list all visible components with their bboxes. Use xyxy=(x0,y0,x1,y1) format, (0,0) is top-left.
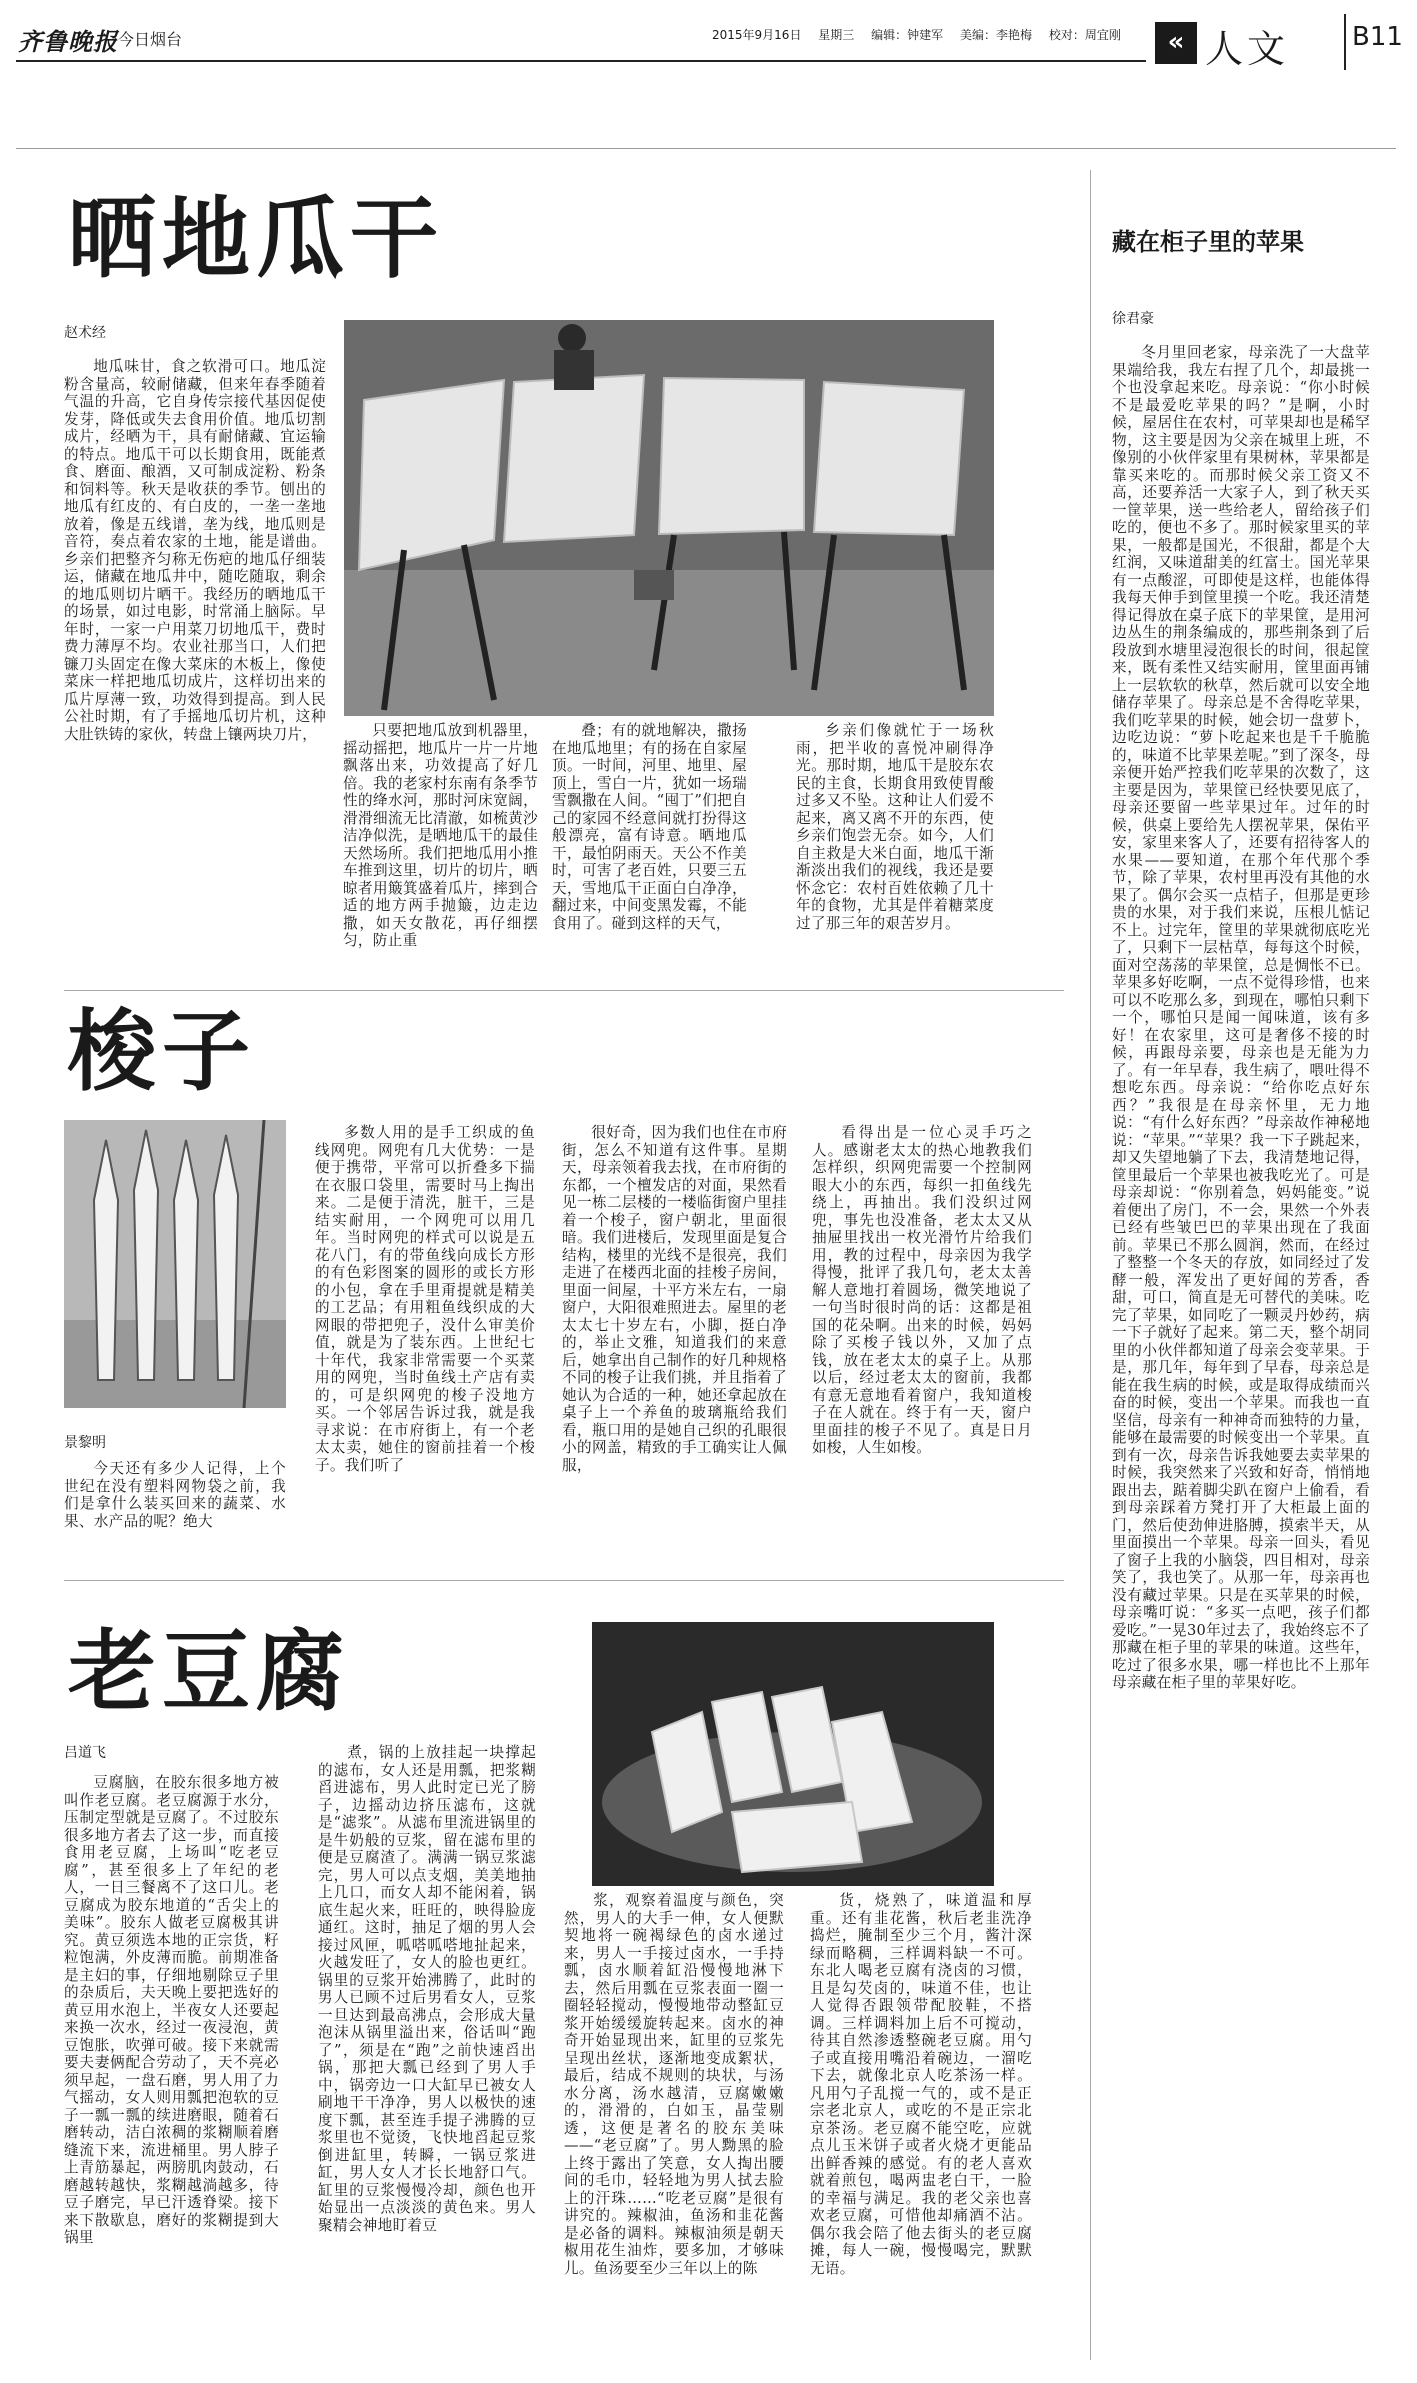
side-article-title: 藏在柜子里的苹果 xyxy=(1112,228,1304,256)
article-column: 看得出是一位心灵手巧之人。感谢老太太的热心地教我们怎样织，织网兜需要一个控制网眼大小的东西，每织一扣鱼线先绕上，再抽出。我们没织过网兜，事先也没准备，老太太又从抽屉里找出一枚光滑竹片给我们用，教的过程中，母亲因为我学得慢，批评了我几句，老太太善解人意地打着圆场，微笑地说了一句当时很时尚的话：这都是祖国的花朵啊。出来的时候，妈妈除了买梭子钱以外，又加了点钱，放在老太太的桌子上。从那以后，经过老太太的窗前，我都有意无意地看着窗户，我知道梭子在人就在。终于有一天，窗户里面挂的梭子不见了。真是日月如梭，人生如梭。 xyxy=(812,1124,1032,1456)
header-divider xyxy=(1344,14,1346,70)
article-author: 景黎明 xyxy=(64,1435,106,1451)
header-rule xyxy=(16,60,1146,62)
article-column: 乡亲们像就忙于一场秋雨，把半收的喜悦冲刷得净光。那时期，地瓜干是胶东农民的主食，长期食用致使胃酸过多又不坠。这种让人们爱不起来，离又离不开的东西，使乡亲们饱尝无奈。如今，人们自主救是大米白面，地瓜干渐渐淡出我们的视线，我还是要怀念它：农村百姓依赖了几十年的食物，尤其是伴着糖菜度过了那三年的艰苦岁月。 xyxy=(796,722,994,932)
article-column: 货，烧熟了，味道温和厚重。还有韭花酱，秋后老韭洗净捣烂，腌制至少三个月，酱汁深绿而略稠，三样调料缺一不可。东北人喝老豆腐有浇卤的习惯，且是勾芡卤的，味道不佳，也让人觉得否跟领带配胶鞋，不搭调。三样调料加上后不可搅动，待其自然渗透整碗老豆腐。用勺子或直接用嘴沿着碗边，一溜吃下去，就像北京人吃茶汤一样。凡用勺子乱搅一气的，或不是正宗老北京人，或吃的不是正宗北京茶汤。老豆腐不能空吃，应就点儿玉米饼子或者火烧才更能品出鲜香辣的感觉。有的老人喜欢就着煎包，喝两盅老白干，一脸的幸福与满足。我的老父亲也喜欢老豆腐，可惜他却痛酒不沾。偶尔我会陪了他去街头的老豆腐摊，每人一碗，慢慢喝完，默默无语。 xyxy=(810,1892,1032,2277)
topic-banner xyxy=(1155,18,1365,71)
article-column: 地瓜味甘，食之软滑可口。地瓜淀粉含量高，较耐储藏，但来年春季随着气温的升高，它自身传宗接代基因促使发芽，降低或失去食用价值。地瓜切割成片，经晒为干，具有耐储藏、宜运输的特点。地瓜干可以长期食用，既能煮食、磨面、酿酒，又可制成淀粉、粉条和饲料等。秋天是收获的季节。刨出的地瓜有红皮的、有白皮的，一垄一垄地放着，像是五线谱，垄为线，地瓜则是音符，奏点着农家的土地，能是谱曲。乡亲们把整齐匀称无伤疤的地瓜仔细装运，储藏在地瓜井中，随吃随取，剩余的地瓜则切片晒干。我经历的晒地瓜干的场景，如过电影，时常涌上脑际。早年时，一家一户用菜刀切地瓜干，费时费力薄厚不均。农业社那当口，人们把镰刀头固定在像大菜床的木板上，像使菜床一样把地瓜切成片，这样切出来的瓜片厚薄一致，功效得到提高。到人民公社时期，有了手摇地瓜切片机，这种大肚铁铸的家伙，转盘上镶两块刀片， xyxy=(64,358,326,743)
article-author: 赵术经 xyxy=(64,325,106,341)
photo-tofu xyxy=(592,1622,994,1886)
article-title-shuttle: 梭子 xyxy=(68,1000,257,1103)
article-column: 浆，观察着温度与颜色，突然，男人的大手一伸，女人便默契地将一碗褐绿色的卤水递过来，男人一手接过卤水，一手持瓢，卤水顺着缸沿慢慢地淋下去，然后用瓢在豆浆表面一圈一圈轻轻搅动，慢慢地带动整缸豆浆开始缓缓旋转起来。卤水的神奇开始显现出来，缸里的豆浆先呈现出丝状，逐渐地变成絮状，最后，结成不规则的块状，与汤水分离，汤水越清，豆腐嫩嫩的，滑滑的，白如玉，晶莹剔透，这便是著名的胶东美味——“老豆腐”了。男人黝黑的脸上终于露出了笑意，女人掏出腰间的毛巾，轻轻地为男人拭去脸上的汗珠……“吃老豆腐”是很有讲究的。辣椒油，鱼汤和韭花酱是必备的调料。辣椒油须是朝天椒用花生油炸，要多加，才够味儿。鱼汤要至少三年以上的陈 xyxy=(564,1892,784,2277)
article-column: 煮，锅的上放挂起一块撑起的滤布，女人还是用瓢，把浆糊舀进滤布，男人此时定已光了膀子，边摇动边挤压滤布，这就是“滤浆”。从滤布里流进锅里的是牛奶般的豆浆，留在滤布里的便是豆腐渣了。满满一锅豆浆滤完，男人可以点支烟，美美地抽上几口，而女人却不能闲着，锅底生起火来，旺旺的，映得脸庞通红。这时，抽足了烟的男人会接过风匣，呱嗒呱嗒地扯起来，火越发旺了，女人的脸也更红。锅里的豆浆开始沸腾了，此时的男人已顾不过后男看女人，豆浆一旦达到最高沸点，会形成大量泡沫从锅里溢出来，俗话叫“跑了”，须是在“跑”之前快速舀出锅，那把大瓢已经到了男人手中，锅旁边一口大缸早已被女人刷地干干净净，男人以极快的速度下瓢，甚至连手提子沸腾的豆浆里也不觉烫，飞快地舀起豆浆倒进缸里，转瞬，一锅豆浆进缸，男人女人才长长地舒口气。缸里的豆浆慢慢冷却，颜色也开始显出一点淡淡的黄色来。男人聚精会神地盯着豆 xyxy=(318,1744,536,2234)
photo-shuttles xyxy=(64,1120,286,1408)
article-title-sweet-potato: 晒地瓜干 xyxy=(68,187,445,290)
article-column: 豆腐脑，在胶东很多地方被叫作老豆腐。老豆腐源于水分，压制定型就是豆腐了。不过胶东很多地方者去了这一步，而直接食用老豆腐，上场叫“吃老豆腐”，甚至很多上了年纪的老人，一日三餐离不了这口儿。老豆腐成为胶东地道的“舌尖上的美味”。胶东人做老豆腐极其讲究。黄豆须选本地的正宗货，籽粒饱满，外皮薄而脆。前期准备是主妇的事，仔细地剔除豆子里的杂质后，夫天晚上要把选好的黄豆用水泡上，半夜女人还要起来换一次水，经过一夜浸泡，黄豆饱胀，吹弹可破。接下来就需要夫妻俩配合劳动了，天不亮必须早起，一盘石磨，男人用了力气摇动，女人则用瓢把泡软的豆子一瓢一瓢的续进磨眼，随着石磨转动，洁白浓稠的浆糊顺着磨缝流下来，流进桶里。男人脖子上青筋暴起，两膀肌肉鼓动，石磨越转越快，浆糊越淌越多，待豆子磨完，早已汗透脊梁。接下来下散歇息，磨好的浆糊提到大锅里 xyxy=(64,1774,279,2246)
issue-weekday: 星期三 xyxy=(818,28,855,42)
column-divider xyxy=(1090,170,1091,2360)
art-editor-credit: 美编：李艳梅 xyxy=(959,28,1032,42)
editor-credit: 编辑：钟建军 xyxy=(871,28,944,42)
section-divider xyxy=(64,990,1064,991)
section-name: 今日烟台 xyxy=(118,30,183,49)
article-column: 只要把地瓜放到机器里，摇动摇把，地瓜片一片一片地飘落出来，功效提高了好几倍。我的老家村东南有条季节性的绛水河，那时河床宽阔，滑滑细流无比清澈，如梳黄沙洁净似洗，是晒地瓜干的最佳天然场所。我们把地瓜用小推车推到这里，切片的切片，晒晾者用簸箕盛着瓜片，摔到合适的地方两手抛簸，边走边撒，如天女散花，再仔细摆匀，防止重 xyxy=(343,722,538,949)
side-article-body: 冬月里回老家，母亲洗了一大盘苹果端给我，我左右捏了几个，却最挑一个也没拿起来吃。母亲说：“你小时候不是最爱吃苹果的吗？”是啊，小时候，屋居住在农村，可苹果却也是稀罕物，这主要是因为父亲在城里上班，不像别的小伙伴家里有果树林，苹果都是靠买来吃的。而那时候父亲工资又不高，还要养活一大家子人，到了秋天买一筐苹果，送一些给老人，留给孩子们吃的，便也不多了。那时候家里买的苹果，一般都是国光，不很甜，都是个大红润，又味道甜美的红富士。国光苹果有一点酸涩，可即使是这样，也能体得我每天伸手到筐里摸一个吃。我还清楚得记得放在桌子底下的苹果筐，是用河边丛生的荆条编成的，那些荆条到了后段放到水塘里浸泡很长的时间，很起筐来，既有柔性又结实耐用，筐里面再铺上一层软软的秋草，然后就可以安全地储存苹果了。母亲总是不舍得吃苹果，我们吃苹果的时候，她会切一盘萝卜，边吃边说：“萝卜吃起来也是千千脆脆的，味道不比苹果差呢。”到了深冬，母亲便开始严控我们吃苹果的次数了，这主要是因为，苹果筐已经快要见底了，母亲还要留一些苹果过年。过年的时候，供桌上要给先人摆祝苹果，保佑平安，家里来客人了，还要有招待客人的水果——要知道，在那个年代那个季节，除了苹果，农村里再没有其他的水果了。偶尔会买一点桔子，但那是更珍贵的水果，对于我们来说，压根儿惦记不上。过完年，筐里的苹果就彻底吃光了，只剩下一层枯草，每每这个时候，面对空荡荡的苹果筐，总是惆怅不已。苹果多好吃啊，一点不觉得珍惜，也来可以不吃那么多，到现在，哪怕只剩下一个，哪怕只是闻一闻味道，该有多好！在农家里，这可是奢侈不接的时候，再跟母亲要，母亲也是无能为力了。有一年早春，我生病了，喂吐得不想吃东西。母亲说：“给你吃点好东西？”我很是在母亲怀里，无力地说：“有什么好东西？”母亲故作神秘地说：“苹果。”“苹果？我一下子跳起来，却又失望地躺了下去，我清楚地记得，筐里最后一个苹果也被我吃光了。可是母亲却说：“你别着急，妈妈能变。”说着便出了房门，不一会，果然一个外表已经有些皱巴巴的苹果出现在了我面前。苹果已不那么圆润，然而，在经过了整整一个冬天的存放，如同经过了发酵一般，浑发出了更好闻的芳香，香甜，可口，简直是无可替代的美味。吃完了苹果，如同吃了一颗灵丹妙药，病一下子就好了起来。第二天，整个胡同里的小伙伴都知道了母亲会变苹果。于是，那几年，每年到了早春，母亲总是能在我生病的时候，或是取得成绩而兴奋的时候，变出一个苹果。而我也一直坚信，母亲有一种神奇而独特的力量，能够在最需要的时候变出一个苹果。直到有一次，母亲告诉我她要去卖苹果的时候，我突然来了兴致和好奇，悄悄地跟出去，踮着脚尖趴在窗户上偷看，看到母亲踩着方凳打开了大柜最上面的门，然后使劲伸进胳膊，摸索半天，从里面摸出一个苹果。母亲一回头，看见了窗子上我的小脑袋，四目相对，母亲笑了，我也笑了。从那一年，母亲再也没有藏过苹果。只是在买苹果的时候，母亲嘴叮说：“多买一点吧，孩子们都爱吃。”一晃30年过去了，我始终忘不了那藏在柜子里的苹果的味道。这些年，吃过了很多水果，哪一样也比不上那年母亲藏在柜子里的苹果好吃。 xyxy=(1112,344,1370,1691)
article-column: 多数人用的是手工织成的鱼线网兜。网兜有几大优势：一是便于携带，平常可以折叠多下揣在衣服口袋里，需要时马上掏出来。二是便于清洗，脏干，三是结实耐用，一个网兜可以用几年。当时网兜的样式可以说是五花八门，有的带鱼线向成长方形的有色彩图案的圆形的或长方形的小包，拿在手里甭提就是精美的工艺品；有用粗鱼线织成的大网眼的带把兜子，没什么审美价值，就是为了装东西。上世纪七十年代，我家非常需要一个买菜用的网兜，当时鱼线土产店有卖的，可是织网兜的梭子没地方买。一个邻居告诉过我，就是我寻求说：在市府街上，有一个老太太卖，她住的窗前挂着一个梭子。我们听了 xyxy=(315,1124,535,1474)
header-bottom-rule xyxy=(16,148,1396,149)
topic-title: 人文 xyxy=(1205,27,1290,71)
photo-drying-sweet-potato xyxy=(344,320,994,716)
article-column: 叠；有的就地解决，撒扬在地瓜地里；有的扬在自家屋顶。一时间，河里、地里、屋顶上，雪白一片，犹如一场瑞雪飘撒在人间。“囤丁”们把自己的家园不经意间就打扮得这般漂亮，富有诗意。晒地瓜干，最怕阴雨天。天公不作美时，可害了老百姓，只要三五天，雪地瓜干正面白白净净，翻过来，中间变黑发霉，不能食用了。碰到这样的天气， xyxy=(552,722,747,932)
article-column: 今天还有多少人记得，上个世纪在没有塑料网物袋之前，我们是拿什么装买回来的蔬菜、水果、水产品的呢？绝大 xyxy=(64,1460,286,1530)
newspaper-logo: 齐鲁晚报 xyxy=(18,27,118,56)
article-column: 很好奇，因为我们也住在市府街，怎么不知道有这件事。星期天，母亲领着我去找，在市府街的东都，一个檀发店的对面，果然看见一栋二层楼的一楼临街窗户里挂着一个梭子，窗户朝北，里面很暗。我们进楼后，发现里面是复合结构，楼里的光线不是很亮，我们走进了在楼西北面的挂梭子房间，里面一间屋，十平方米左右，一扇窗户，大阳很难照进去。屋里的老太太七十岁左右，小脚，挺白净的，举止文雅，知道我们的来意后，她拿出自己制作的好几种规格不同的梭子让我们挑，并且指着了她认为合适的一种，她还拿起放在桌子上一个养鱼的玻璃瓶给我们看，瓶口用的是她自己织的孔眼很小的网盖，精致的手工确实让人佩服， xyxy=(562,1124,787,1474)
article-title-old-tofu: 老豆腐 xyxy=(68,1620,351,1723)
proofreader-credit: 校对：周宜刚 xyxy=(1048,28,1121,42)
double-chevron-left-icon: « xyxy=(1155,22,1197,64)
page-number: B11 xyxy=(1352,22,1403,52)
article-author: 吕道飞 xyxy=(64,1745,106,1761)
issue-date: 2015年9月16日 xyxy=(712,28,802,42)
section-divider xyxy=(64,1580,1064,1581)
header-meta xyxy=(712,26,1134,43)
side-article-author: 徐君豪 xyxy=(1112,311,1154,327)
